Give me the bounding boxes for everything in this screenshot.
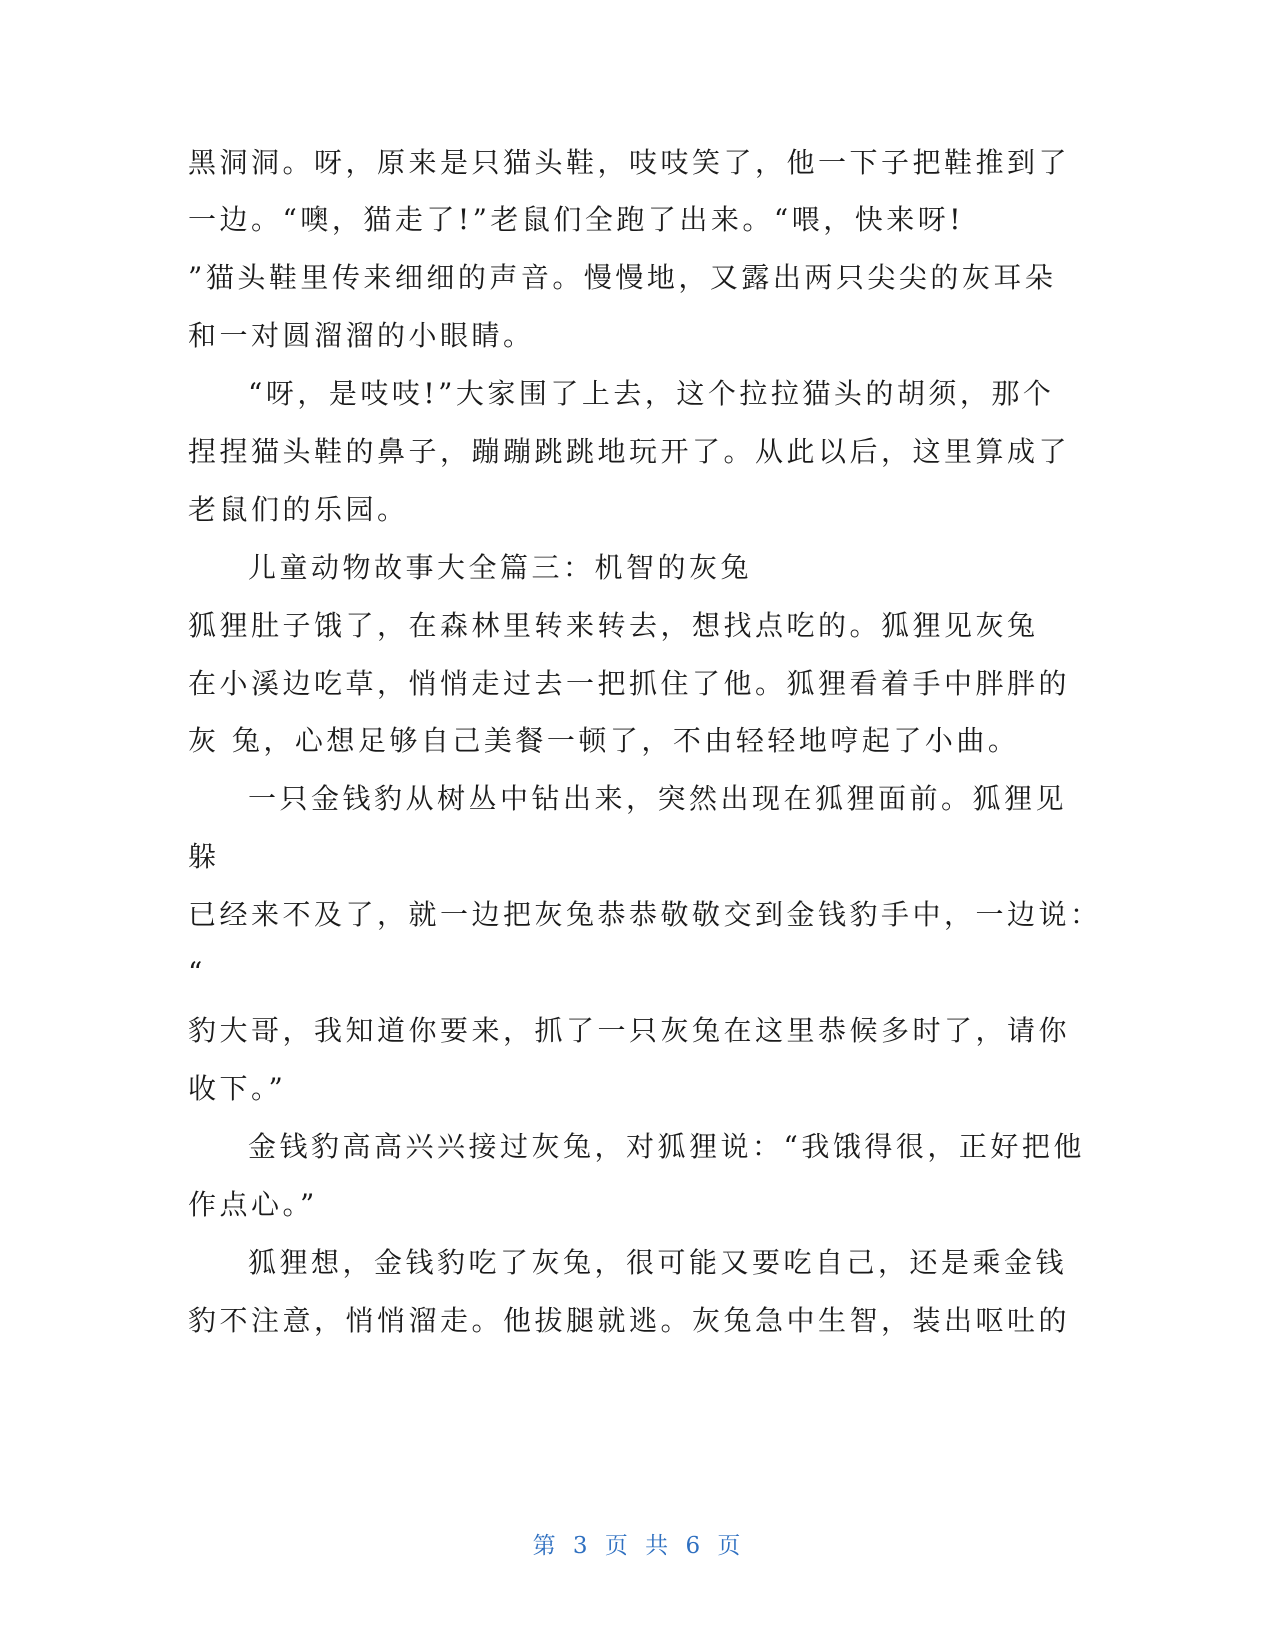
text-line: 豹大哥，我知道你要来，抓了一只灰兔在这里恭候多时了，请你 — [188, 1014, 1071, 1047]
text-line: 和一对圆溜溜的小眼睛。 — [188, 319, 535, 352]
text-line: 黑洞洞。呀，原来是只猫头鞋，吱吱笑了，他一下子把鞋推到了 — [188, 146, 1071, 179]
text-line: 豹不注意，悄悄溜走。他拔腿就逃。灰兔急中生智，装出呕吐的 — [188, 1304, 1071, 1337]
text-line: 灰 兔，心想足够自己美餐一顿了，不由轻轻地哼起了小曲。 — [188, 724, 1020, 757]
text-line: 收下。” — [188, 1072, 287, 1105]
text-line: 金钱豹高高兴兴接过灰兔，对狐狸说：“我饿得很，正好把他 — [248, 1130, 1085, 1163]
text-line: 作点心。” — [188, 1188, 318, 1221]
text-line: 捏捏猫头鞋的鼻子，蹦蹦跳跳地玩开了。从此以后，这里算成了 — [188, 435, 1071, 468]
page-number-footer — [0, 1532, 1275, 1560]
text-line: 一边。“噢，猫走了!”老鼠们全跑了出来。“喂，快来呀! — [188, 203, 964, 236]
text-line: 狐狸想，金钱豹吃了灰兔，很可能又要吃自己，还是乘金钱 — [248, 1246, 1068, 1279]
text-line: 在小溪边吃草，悄悄走过去一把抓住了他。狐狸看着手中胖胖的 — [188, 667, 1071, 700]
text-line: 已经来不及了，就一边把灰兔恭恭敬敬交到金钱豹手中，一边说： — [188, 898, 1102, 931]
text-line: 狐狸肚子饿了，在森林里转来转去，想找点吃的。狐狸见灰兔 — [188, 609, 1039, 642]
text-line: “ — [188, 956, 206, 989]
text-line: “呀，是吱吱!”大家围了上去，这个拉拉猫头的胡须，那个 — [248, 377, 1055, 410]
text-line: ”猫头鞋里传来细细的声音。慢慢地，又露出两只尖尖的灰耳朵 — [188, 261, 1057, 294]
section-heading: 儿童动物故事大全篇三：机智的灰兔 — [248, 551, 753, 584]
text-line: 躲 — [188, 840, 220, 873]
text-line: 老鼠们的乐园。 — [188, 493, 409, 526]
page-number-label: 第 3 页 共 6 页 — [532, 1533, 743, 1559]
text-line: 一只金钱豹从树丛中钻出来，突然出现在狐狸面前。狐狸见 — [248, 782, 1068, 815]
